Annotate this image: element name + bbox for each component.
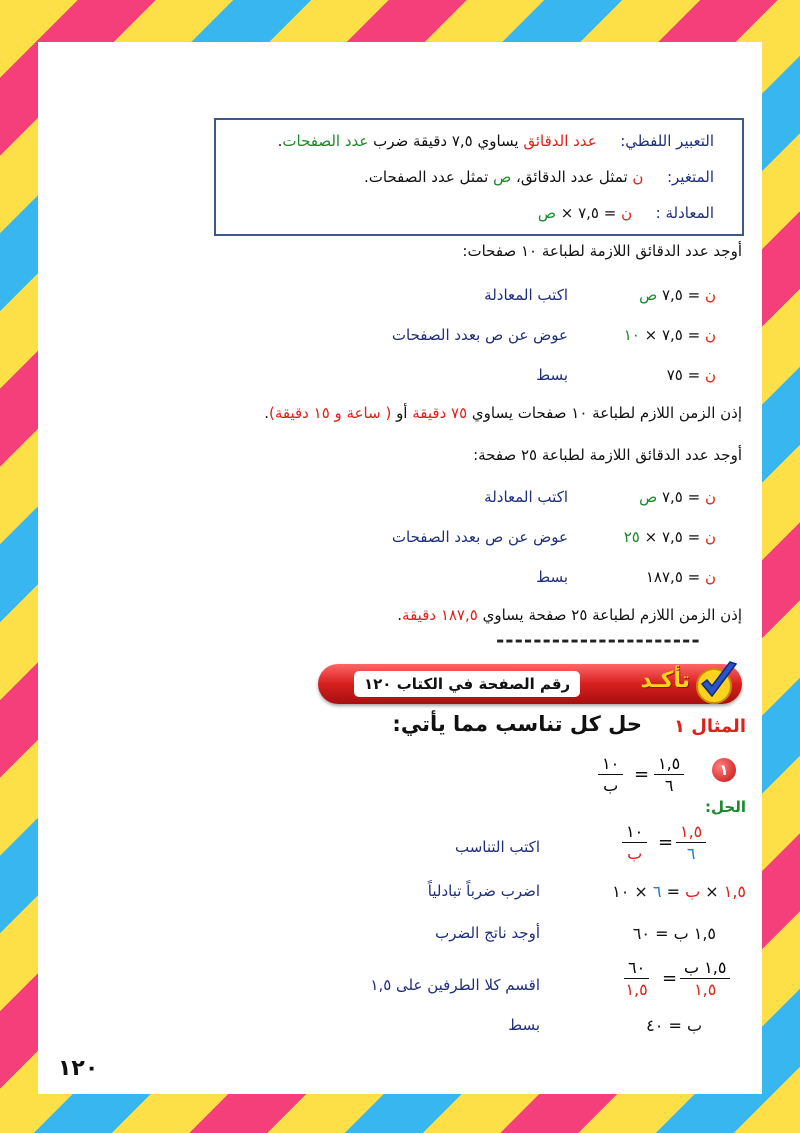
frac-num: ١,٥ ب xyxy=(680,958,730,979)
q2-conclusion xyxy=(397,606,742,624)
frac-den: ٦ xyxy=(664,776,674,795)
step-lhs: ن xyxy=(704,286,716,304)
step4-equals: = xyxy=(662,968,678,989)
concl-text: إذن الزمن اللازم لطباعة ١٠ صفحات يساوي xyxy=(467,404,742,422)
eq-middle: = ٧,٥ × xyxy=(555,204,622,222)
q2-step-3-desc: بسط xyxy=(536,568,568,586)
problem-equals: = xyxy=(634,764,650,785)
step-rhs: ص xyxy=(639,286,658,304)
banner-word: تأكـد xyxy=(640,668,690,693)
step1-frac-left xyxy=(622,822,647,863)
step-lhs: ن xyxy=(704,528,716,546)
step-lhs: ن xyxy=(704,568,716,586)
q1-step-3-desc: بسط xyxy=(536,366,568,384)
page-sheet xyxy=(38,42,762,1094)
step4-frac-left xyxy=(624,958,649,999)
frac-num: ١,٥ xyxy=(676,822,706,843)
step4-frac-right xyxy=(680,958,730,999)
var-n: ن xyxy=(632,168,644,186)
eq-n: ن xyxy=(621,204,633,222)
problem-number-badge: ١ xyxy=(712,758,736,782)
step-eq: = ٧,٥ xyxy=(657,286,705,304)
frac-den: ٦ xyxy=(686,844,696,863)
verbal-end: . xyxy=(277,132,283,150)
frac-num: ١,٥ xyxy=(654,754,684,775)
concl-end: . xyxy=(264,404,269,422)
expr-part: ١,٥ xyxy=(723,882,746,901)
verbal-middle: يساوي ٧,٥ دقيقة ضرب xyxy=(368,132,524,150)
minutes-text: عدد الدقائق xyxy=(523,132,597,150)
expr-part: ٦ xyxy=(652,882,662,901)
eq-s: ص xyxy=(537,204,556,222)
step5-desc: بسط xyxy=(508,1016,540,1034)
dashed-separator: ---------------------- xyxy=(496,628,701,652)
concl-highlight: ٧٥ دقيقة xyxy=(412,404,468,422)
step5-expr: ب = ٤٠ xyxy=(646,1016,702,1035)
problem-frac-right xyxy=(654,754,684,795)
question-1-title: أوجد عدد الدقائق اللازمة لطباعة ١٠ صفحات: xyxy=(462,242,742,260)
q2-step-1-expr xyxy=(639,488,716,506)
frac-den: ١,٥ xyxy=(694,980,717,999)
step3-desc: أوجد ناتج الضرب xyxy=(435,924,540,942)
definition-box xyxy=(214,118,744,236)
concl-text: إذن الزمن اللازم لطباعة ٢٥ صفحة يساوي xyxy=(477,606,742,624)
step-eq: = ٧,٥ × xyxy=(639,528,705,546)
concl-end: . xyxy=(397,606,403,624)
page-number: ١٢٠ xyxy=(58,1056,99,1081)
equation-row xyxy=(538,204,714,222)
problem-frac-left xyxy=(598,754,623,795)
example-title: حل كل تناسب مما يأتي: xyxy=(392,712,642,736)
banner-page-ref: رقم الصفحة في الكتاب ١٢٠ xyxy=(354,671,580,697)
step-rhs: ص xyxy=(639,488,658,506)
q1-step-1-desc: اكتب المعادلة xyxy=(484,286,568,304)
example-label: المثال ١ xyxy=(674,716,746,737)
step-rhs: ١٠ xyxy=(623,326,640,344)
q2-step-2-expr xyxy=(624,528,716,546)
step-eq: = ٧,٥ xyxy=(657,488,705,506)
frac-den: ب xyxy=(603,776,619,795)
step2-desc: اضرب ضرباً تبادلياً xyxy=(427,882,540,900)
q1-conclusion xyxy=(264,404,742,422)
variable-label: المتغير: xyxy=(666,168,714,186)
step-lhs: ن xyxy=(704,326,716,344)
frac-den: ب xyxy=(627,844,643,863)
variable-end: تمثل عدد الصفحات. xyxy=(364,168,494,186)
pages-text: عدد الصفحات xyxy=(282,132,369,150)
variable-row xyxy=(364,168,714,186)
step4-desc: اقسم كلا الطرفين على ١,٥ xyxy=(370,976,540,994)
q2-step-2-desc: عوض عن ص بعدد الصفحات xyxy=(391,528,568,546)
step-eq: = ٧,٥ × xyxy=(639,326,705,344)
q2-step-3-expr xyxy=(646,568,716,586)
step-eq: = ٧٥ xyxy=(666,366,705,384)
frac-num: ١٠ xyxy=(622,822,647,843)
variable-middle: تمثل عدد الدقائق، xyxy=(511,168,633,186)
q1-step-2-expr xyxy=(624,326,716,344)
question-2-title: أوجد عدد الدقائق اللازمة لطباعة ٢٥ صفحة: xyxy=(473,446,742,464)
step1-equals: = xyxy=(658,832,674,853)
step-lhs: ن xyxy=(704,488,716,506)
concl-highlight: ١٨٧,٥ دقيقة xyxy=(402,606,478,624)
verbal-label: التعبير اللفظي: xyxy=(620,132,714,150)
solution-label: الحل: xyxy=(705,798,746,816)
frac-num: ٦٠ xyxy=(624,958,649,979)
concl-or: أو xyxy=(391,404,413,422)
step3-expr: ١,٥ ب = ٦٠ xyxy=(632,924,716,943)
step2-expr xyxy=(612,882,746,901)
step-rhs: ٢٥ xyxy=(623,528,640,546)
expr-part: × xyxy=(700,882,724,901)
equation-label: المعادلة : xyxy=(655,204,714,222)
q1-step-2-desc: عوض عن ص بعدد الصفحات xyxy=(391,326,568,344)
verbal-expression-row xyxy=(278,132,714,150)
q2-step-1-desc: اكتب المعادلة xyxy=(484,488,568,506)
frac-num: ١٠ xyxy=(598,754,623,775)
expr-part: ب xyxy=(685,882,701,901)
checkmark-icon xyxy=(692,658,742,708)
q1-step-3-expr xyxy=(667,366,716,384)
var-s: ص xyxy=(493,168,512,186)
expr-part: × ١٠ xyxy=(612,882,653,901)
check-banner xyxy=(318,664,742,704)
expr-part: = xyxy=(661,882,686,901)
step-lhs: ن xyxy=(704,366,716,384)
step1-desc: اكتب التناسب xyxy=(455,838,540,856)
step-eq: = ١٨٧,٥ xyxy=(645,568,705,586)
step1-frac-right xyxy=(676,822,706,863)
q1-step-1-expr xyxy=(639,286,716,304)
frac-den: ١,٥ xyxy=(625,980,648,999)
concl-hours: ( ساعة و ١٥ دقيقة) xyxy=(269,404,392,422)
